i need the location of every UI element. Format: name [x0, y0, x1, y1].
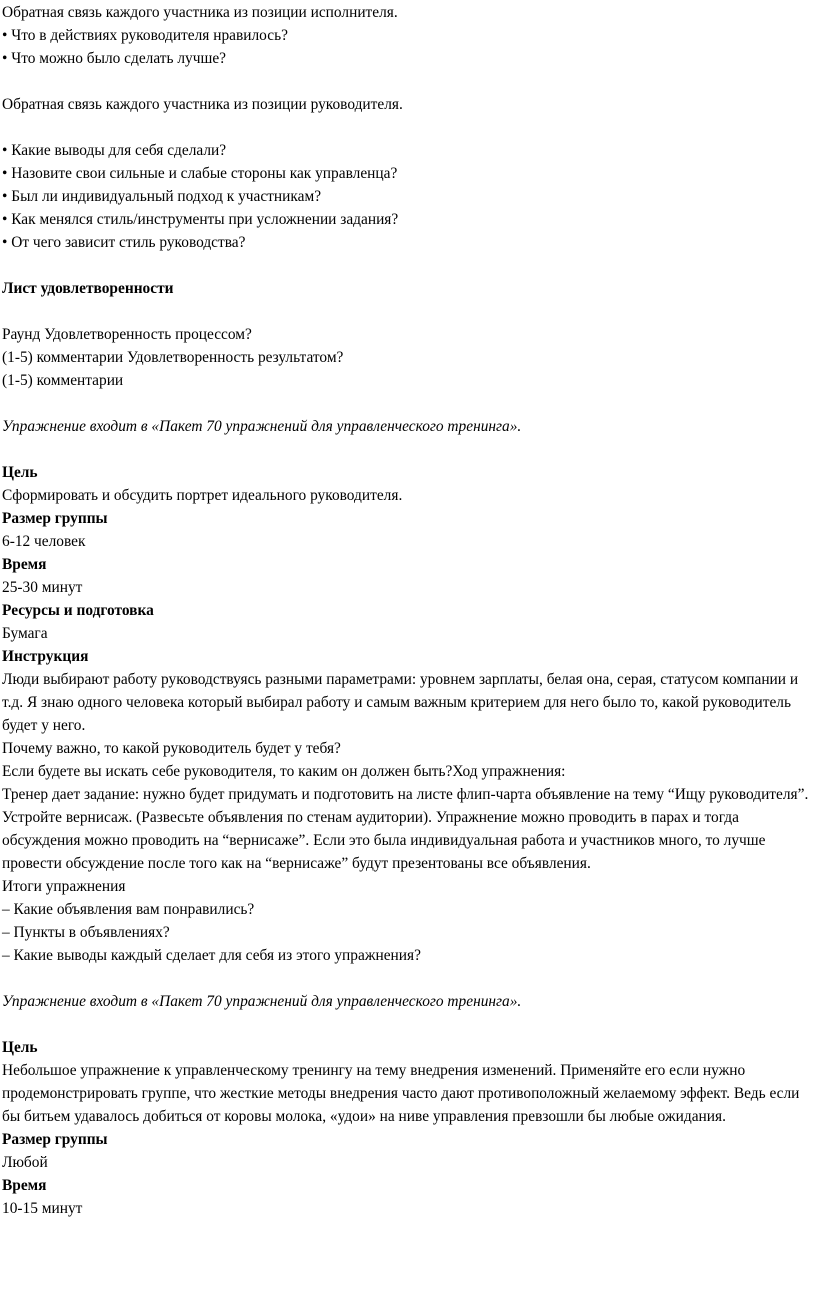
spacer: [2, 967, 814, 990]
satisfaction-sheet-title: Лист удовлетворенности: [2, 280, 174, 297]
satisfaction-line-1: Раунд Удовлетворенность процессом?: [2, 326, 252, 343]
spacer: [2, 116, 814, 139]
spacer: [2, 70, 814, 93]
exercise2-group-size-value: Любой: [2, 1154, 48, 1171]
exercise1-goal-label: Цель: [2, 464, 38, 481]
document-page: [2, 1, 814, 1220]
exercise1-instruction-paragraph-1: Люди выбирают работу руководствуясь разными параметрами: уровнем зарплаты, белая она, серая, статусом компании и т.д. Я знаю одного человека который выбирал работу и самым важным критерием для него было то, какой руководитель будет у него.: [2, 671, 799, 734]
exercise1-instruction-paragraph-4: Тренер дает задание: нужно будет придумать и подготовить на листе флип-чарта объявление на тему “Ищу руководителя”. Устройте вернисаж. (Развесьте объявления по стенам аудитории). Упражнение можно проводить в парах и тогда обсуждения можно проводить на “вернисаже”. Если это была индивидуальная работа и участников много, то лучше провести обсуждение после того как на “вернисаже” будут презентованы все объявления.: [2, 786, 809, 872]
spacer: [2, 392, 814, 415]
exercise2-goal-label: Цель: [2, 1039, 38, 1056]
exercise1-group-size-label: Размер группы: [2, 510, 108, 527]
spacer: [2, 300, 814, 323]
manager-bullet-3: • Был ли индивидуальный подход к участникам?: [2, 188, 322, 205]
exercise1-instruction-label: Инструкция: [2, 648, 89, 665]
exercise1-goal-text: Сформировать и обсудить портрет идеального руководителя.: [2, 487, 403, 504]
exercise1-resources-label: Ресурсы и подготовка: [2, 602, 154, 619]
spacer: [2, 254, 814, 277]
exercise1-results-item-3: – Какие выводы каждый сделает для себя из этого упражнения?: [2, 947, 421, 964]
exercise1-group-size-value: 6-12 человек: [2, 533, 86, 550]
satisfaction-line-2: (1-5) комментарии Удовлетворенность результатом?: [2, 349, 344, 366]
executor-bullet-1: • Что в действиях руководителя нравилось?: [2, 27, 288, 44]
executor-feedback-heading: Обратная связь каждого участника из позиции исполнителя.: [2, 4, 398, 21]
exercise1-results-item-2: – Пункты в объявлениях?: [2, 924, 170, 941]
exercise2-group-size-label: Размер группы: [2, 1131, 108, 1148]
exercise2-time-label: Время: [2, 1177, 47, 1194]
manager-bullet-4: • Как менялся стиль/инструменты при усложнении задания?: [2, 211, 399, 228]
manager-bullet-5: • От чего зависит стиль руководства?: [2, 234, 246, 251]
spacer: [2, 438, 814, 461]
exercise1-instruction-paragraph-3: Если будете вы искать себе руководителя, то каким он должен быть?Ход упражнения:: [2, 763, 566, 780]
manager-bullet-1: • Какие выводы для себя сделали?: [2, 142, 227, 159]
exercise1-time-label: Время: [2, 556, 47, 573]
exercise1-results-title: Итоги упражнения: [2, 878, 126, 895]
exercise1-instruction-paragraph-2: Почему важно, то какой руководитель будет у тебя?: [2, 740, 341, 757]
exercise1-results-item-1: – Какие объявления вам понравились?: [2, 901, 255, 918]
satisfaction-line-3: (1-5) комментарии: [2, 372, 124, 389]
manager-feedback-heading: Обратная связь каждого участника из позиции руководителя.: [2, 96, 403, 113]
exercise2-package-note: Упражнение входит в «Пакет 70 упражнений для управленческого тренинга».: [2, 993, 522, 1010]
spacer: [2, 1013, 814, 1036]
manager-bullet-2: • Назовите свои сильные и слабые стороны как управленца?: [2, 165, 398, 182]
exercise1-resources-value: Бумага: [2, 625, 48, 642]
exercise2-time-value: 10-15 минут: [2, 1200, 83, 1217]
exercise2-goal-text: Небольшое упражнение к управленческому тренингу на тему внедрения изменений. Применяйте его если нужно продемонстрировать группе, что жесткие методы внедрения часто дают противоположный желаемому эффект. Ведь если бы битьем удавалось добиться от коровы молока, «удои» на ниве управления превзошли бы любые ожидания.: [2, 1062, 800, 1125]
executor-bullet-2: • Что можно было сделать лучше?: [2, 50, 226, 67]
exercise1-package-note: Упражнение входит в «Пакет 70 упражнений для управленческого тренинга».: [2, 418, 522, 435]
exercise1-time-value: 25-30 минут: [2, 579, 83, 596]
